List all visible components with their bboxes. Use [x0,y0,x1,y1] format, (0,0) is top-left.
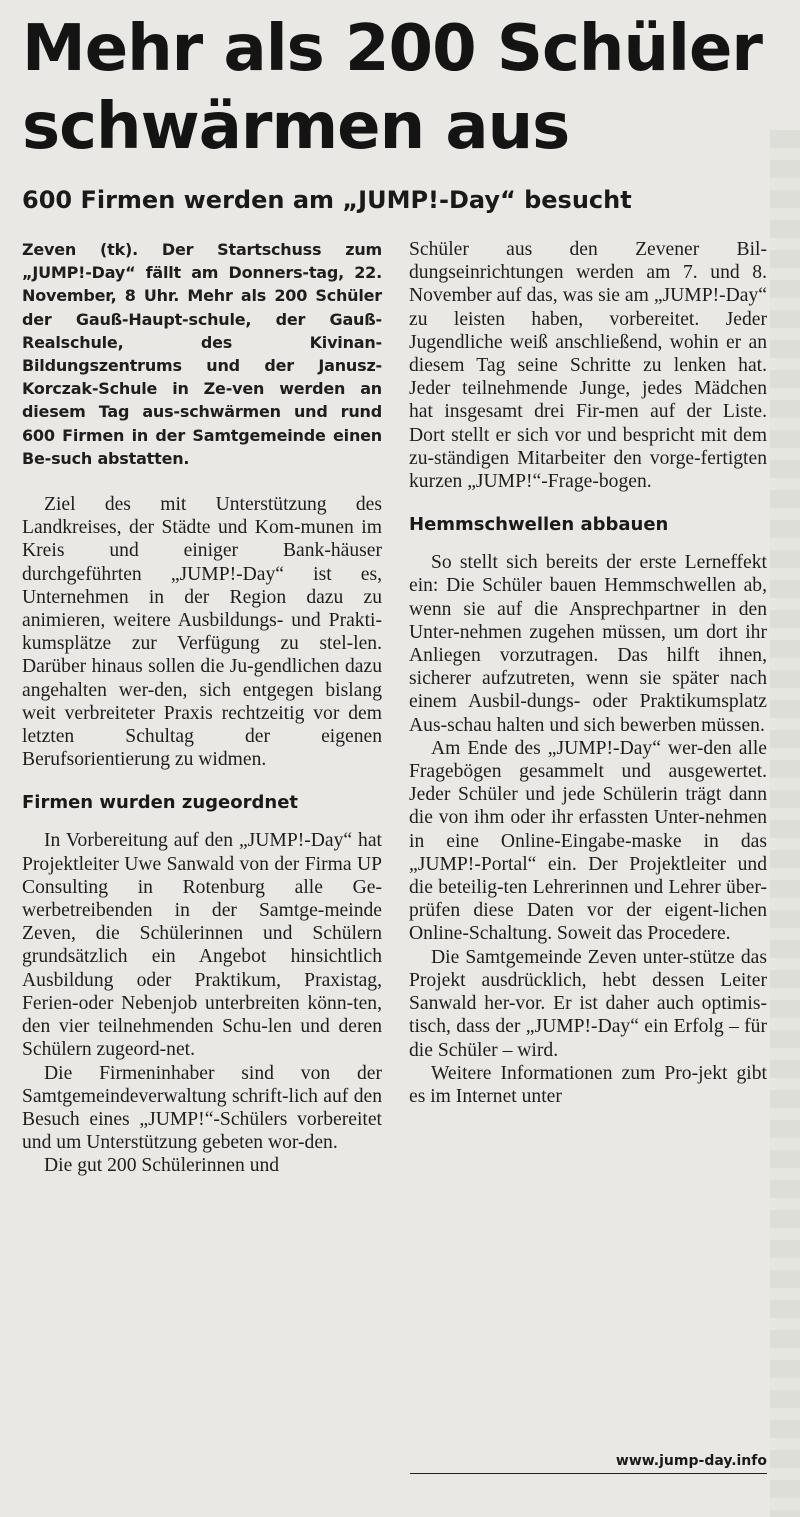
body-paragraph: Ziel des mit Unterstützung des Landkreises, der Städte und Kom-munen im Kreis und einiger Bank-häuser durchgeführten „JUMP!-Day“ ist es, Unternehmen in der Region dazu zu animieren, weitere Ausbildungs- und Prakti-kumsplätze zur Verfügung zu stel-len. Darüber hinaus sollen die Ju-gendlichen dazu angehalten wer-den, sich entgegen bislang weit verbreiteter Praxis rechtzeitig vor dem letzten Schultag der eigenen Berufsorientierung zu widmen. [22,494,382,771]
section-subhead: Hemmschwellen abbauen [409,514,669,536]
body-paragraph: Weitere Informationen zum Pro-jekt gibt es im Internet unter [409,1062,767,1107]
article-headline [22,10,782,166]
section-subhead: Firmen wurden zugeordnet [22,792,299,814]
body-paragraph: Schüler aus den Zevener Bil-dungseinrichtungen werden am 7. und 8. November auf das, was sie am „JUMP!-Day“ zu leisten haben, vorbereitet. Jeder Jugendliche weiß anschließend, wohin er an diesem Tag seine Schritte zu lenken hat. Jeder teilnehmende Junge, jedes Mädchen hat insgesamt drei Fir-men auf der Liste. Dort stellt er sich vor und bespricht mit dem zu-ständigen Mitarbeiter den vorge-fertigten kurzen „JUMP!“-Frage-bogen. [409,239,767,493]
body-paragraph: Die Firmeninhaber sind von der Samtgemeindeverwaltung schrift-lich auf den Besuch eines „JUMP!“-Schülers vorbereitet und um Unterstützung gebeten wor-den. [22,1062,382,1154]
article-column-right [409,238,767,1108]
body-paragraph: Die Samtgemeinde Zeven unter-stütze das Projekt ausdrücklich, hebt dessen Leiter Sanwald her-vor. Er ist daher auch optimis-tisch, dass der „JUMP!-Day“ ein Erfolg – für die Schüler – wird. [409,946,767,1061]
headline-line-2: schwärmen aus [22,90,570,164]
article-column-left [22,238,382,1178]
body-paragraph: In Vorbereitung auf den „JUMP!-Day“ hat Projektleiter Uwe Sanwald von der Firma UP Consulting in Rotenburg alle Ge-werbetreibenden in der Samtge-meinde Zeven, die Schülerinnen und Schülern grundsätzlich ein Angebot hinsichtlich Ausbildung oder Praktikum, Praxistag, Ferien-oder Nebenjob unterbreiten könn-ten, den vier teilnehmenden Schu-len und deren Schülern zugeord-net. [22,830,382,1061]
lead-paragraph: Zeven (tk). Der Startschuss zum „JUMP!-Day“ fällt am Donners-tag, 22. November, 8 Uhr. Mehr als 200 Schüler der Gauß-Haupt-schule, der Gauß-Realschule, des Kivinan-Bildungszentrums und der Janusz-Korczak-Schule in Ze-ven werden an diesem Tag aus-schwärmen und rund 600 Firmen in der Samtgemeinde einen Be-such abstatten. [22,240,382,468]
website-url: www.jump-day.info [615,1453,767,1469]
body-paragraph: Am Ende des „JUMP!-Day“ wer-den alle Fragebögen gesammelt und ausgewertet. Jeder Schüler und jede Schülerin trägt dann die von ihm oder ihr erfassten Unter-nehmen in eine Online-Eingabe-maske in das „JUMP!-Portal“ ein. Der Projektleiter und die beteilig-ten Lehrerinnen und Lehrer über-prüfen diese Daten vor der eigent-lichen Online-Schaltung. Soweit das Procedere. [409,737,767,945]
body-paragraph: Die gut 200 Schülerinnen und [44,1155,280,1177]
headline-line-1: Mehr als 200 Schüler [22,12,762,86]
url-rule [410,1473,767,1474]
body-paragraph: So stellt sich bereits der erste Lerneffekt ein: Die Schüler bauen Hemmschwellen ab, wenn sie auf die Ansprechpartner in den Unter-nehmen zugehen müssen, um dort ihr Anliegen vorzutragen. Das hilft ihnen, sicherer aufzutreten, wenn sie später nach einem Ausbil-dungs- oder Praktikumsplatz Aus-schau halten und sich bewerben müssen. [409,552,767,736]
article-subheadline: 600 Firmen werden am „JUMP!-Day“ besucht [22,186,632,214]
adjacent-page-bleed [770,130,800,1517]
